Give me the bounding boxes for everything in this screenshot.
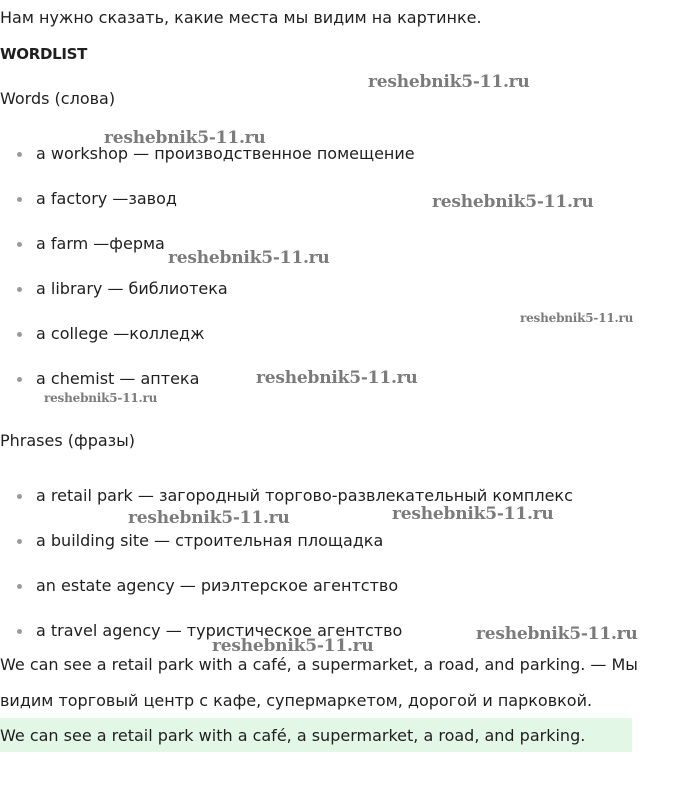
word-text: a library — библиотека (36, 279, 228, 298)
bullet-icon (17, 584, 22, 589)
watermark-text: reshebnik5-11.ru (520, 311, 634, 325)
watermark-text: reshebnik5-11.ru (368, 72, 530, 92)
bullet-icon (17, 197, 22, 202)
word-text: a chemist — аптека (36, 369, 200, 388)
phrases-heading: Phrases (фразы) (0, 431, 136, 450)
phrase-text: an estate agency — риэлтерское агентство (36, 576, 399, 595)
words-heading: Words (слова) (0, 89, 116, 108)
wordlist-heading: WORDLIST (0, 45, 88, 63)
bullet-icon (17, 539, 22, 544)
watermark-text: reshebnik5-11.ru (432, 192, 594, 212)
watermark-text: reshebnik5-11.ru (44, 391, 158, 405)
bullet-icon (17, 287, 22, 292)
watermark-text: reshebnik5-11.ru (476, 624, 638, 644)
answer-line-1: We can see a retail park with a café, a supermarket, a road, and parking. — Мы (0, 655, 638, 674)
highlighted-answer: We can see a retail park with a café, a supermarket, a road, and parking. (0, 726, 586, 745)
watermark-text: reshebnik5-11.ru (168, 248, 330, 268)
word-text: a farm —ферма (36, 234, 165, 253)
phrase-text: a travel agency — туристическое агентство (36, 621, 403, 640)
watermark-text: reshebnik5-11.ru (392, 504, 554, 524)
bullet-icon (17, 629, 22, 634)
word-text: a college —колледж (36, 324, 205, 343)
watermark-text: reshebnik5-11.ru (212, 636, 374, 656)
bullet-icon (17, 242, 22, 247)
word-text: a workshop — производственное помещение (36, 144, 415, 163)
bullet-icon (17, 332, 22, 337)
intro-text: Нам нужно сказать, какие места мы видим на картинке. (0, 8, 482, 27)
answer-line-2: видим торговый центр с кафе, супермаркетом, дорогой и парковкой. (0, 691, 593, 710)
watermark-text: reshebnik5-11.ru (256, 368, 418, 388)
bullet-icon (17, 494, 22, 499)
phrase-text: a building site — строительная площадка (36, 531, 384, 550)
watermark-text: reshebnik5-11.ru (128, 508, 290, 528)
word-text: a factory —завод (36, 189, 177, 208)
bullet-icon (17, 377, 22, 382)
watermark-text: reshebnik5-11.ru (104, 128, 266, 148)
bullet-icon (17, 152, 22, 157)
phrase-text: a retail park — загородный торгово-развлекательный комплекс (36, 486, 573, 505)
